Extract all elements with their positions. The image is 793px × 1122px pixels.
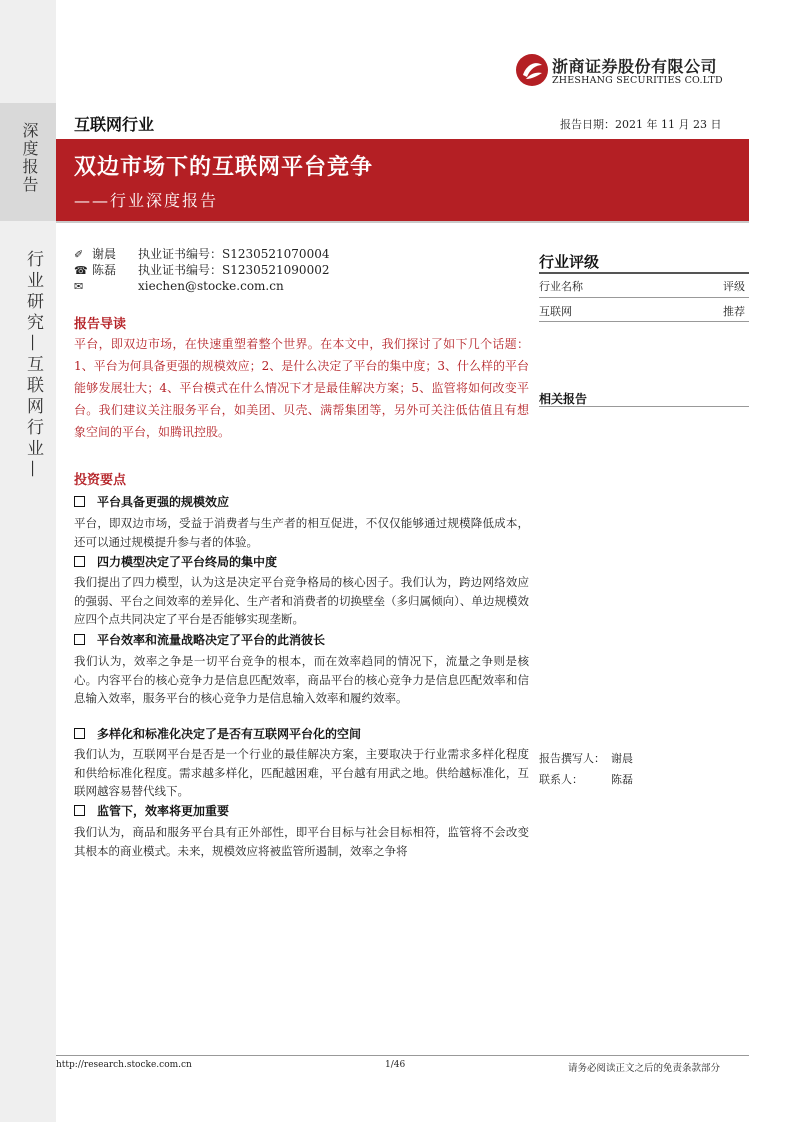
- point-title: [74, 802, 229, 819]
- point-text: 平台，即双边市场，受益于消费者与生产者的相互促进，不仅仅能够通过规模降低成本，还可以通过规模提升参与者的体验。: [74, 516, 529, 549]
- page-number: 1/46: [385, 1060, 406, 1070]
- point-text: 我们提出了四力模型，认为这是决定平台竞争格局的核心因子。我们认为，跨边网络效应的强弱、平台之间效率的差异化、生产者和消费者的切换壁垒（多归属倾向）、单边规模效应四个点共同决定了平台是否能够实现垄断。: [74, 575, 529, 626]
- pen-icon: ✐: [74, 248, 84, 261]
- bullet-square-icon: [74, 805, 85, 816]
- bullet-square-icon: [74, 556, 85, 567]
- rating-value: 推荐: [723, 305, 745, 318]
- rating-header-row: [539, 278, 745, 294]
- contact-label: 联系人：: [539, 773, 583, 786]
- intro-text: 平台，即双边市场，在快速重塑着整个世界。在本文中，我们探讨了如下几个话题：1、平台为何具备更强的规模效应；2、是什么决定了平台的集中度；3、什么样的平台能够发展壮大；4、平台模式在什么情况下才是最佳解决方案；5、监管将如何改变平台。我们建议关注服务平台，如美团、贝壳、满帮集团等，另外可关注低估值且有想象空间的平台，如腾讯控股。: [74, 337, 529, 439]
- divider: [56, 221, 749, 223]
- author-row: [74, 262, 329, 278]
- point-text: 我们认为，商品和服务平台具有正外部性，即平台目标与社会目标相符，监管将不会改变其根本的商业模式。未来，规模效应将被监管所遏制，效率之争将: [74, 825, 529, 858]
- writer-name: 谢晨: [611, 752, 633, 765]
- point-title-text: 四力模型决定了平台终局的集中度: [97, 555, 278, 569]
- point-text: 我们认为，效率之争是一切平台竞争的根本，而在效率趋同的情况下，流量之争则是核心。内容平台的核心竞争力是信息匹配效率，商品平台的核心竞争力是信息匹配效率和信息输入效率，服务平台的核心竞争力是信息输入效率和履约效率。: [74, 654, 529, 705]
- contact-name: 陈磊: [611, 773, 633, 786]
- point-title: [74, 631, 325, 648]
- author-row: [74, 246, 329, 262]
- point-text: 我们认为，互联网平台是否是一个行业的最佳解决方案，主要取决于行业需求多样化程度和供给标准化程度。需求越多样化，匹配越困难，平台越有用武之地。供给越标准化，互联网越容易替代线下。: [74, 747, 529, 798]
- point-title: [74, 725, 361, 742]
- rating-col-rating: 评级: [723, 280, 745, 293]
- report-title: 双边市场下的互联网平台竞争: [74, 155, 374, 180]
- writer-row: [539, 750, 633, 766]
- point-title-text: 平台具备更强的规模效应: [97, 495, 230, 509]
- contact-row: [539, 771, 633, 787]
- company-name-cn: 浙商证券股份有限公司: [552, 57, 718, 76]
- point-title-text: 平台效率和流量战略决定了平台的此消彼长: [97, 633, 326, 647]
- divider: [539, 406, 749, 407]
- category-label: 行业研究—互联网行业—: [23, 250, 43, 481]
- report-subtitle: ——行业深度报告: [74, 191, 219, 210]
- divider: [539, 297, 749, 298]
- point-title: [74, 493, 229, 510]
- bullet-square-icon: [74, 634, 85, 645]
- author-cert: 执业证书编号：S1230521070004: [138, 247, 330, 261]
- invest-heading: 投资要点: [74, 473, 127, 488]
- rating-industry: 互联网: [539, 305, 572, 318]
- company-name-en: ZHESHANG SECURITIES CO.LTD: [552, 75, 723, 86]
- divider: [539, 272, 749, 274]
- author-email[interactable]: xiechen@stocke.com.cn: [138, 279, 284, 293]
- phone-icon: ☎: [74, 264, 88, 277]
- point-title-text: 多样化和标准化决定了是否有互联网平台化的空间: [97, 727, 362, 741]
- writer-label: 报告撰写人：: [539, 752, 605, 765]
- author-cert: 执业证书编号：S1230521090002: [138, 263, 330, 277]
- mail-icon: ✉: [74, 280, 84, 293]
- report-type-label: 深度报告: [20, 122, 39, 194]
- related-reports-title: 相关报告: [539, 392, 588, 406]
- author-name: 陈磊: [92, 263, 117, 277]
- footer-disclaimer: 请务必阅读正文之后的免责条款部分: [568, 1063, 721, 1074]
- industry-heading: 互联网行业: [74, 115, 155, 134]
- rating-title: 行业评级: [539, 253, 600, 271]
- footer-divider: [56, 1055, 749, 1056]
- footer-url[interactable]: http://research.stocke.com.cn: [56, 1060, 192, 1070]
- report-date: 报告日期：2021 年 11 月 23 日: [560, 118, 722, 131]
- rating-col-name: 行业名称: [539, 280, 583, 293]
- bullet-square-icon: [74, 728, 85, 739]
- point-title-text: 监管下，效率将更加重要: [97, 804, 230, 818]
- bullet-square-icon: [74, 496, 85, 507]
- company-logo-icon: [515, 53, 549, 87]
- intro-heading: 报告导读: [74, 317, 127, 332]
- author-row: [74, 278, 284, 294]
- divider: [539, 321, 749, 322]
- author-name: 谢晨: [92, 247, 117, 261]
- point-title: [74, 553, 277, 570]
- rating-row: [539, 303, 745, 319]
